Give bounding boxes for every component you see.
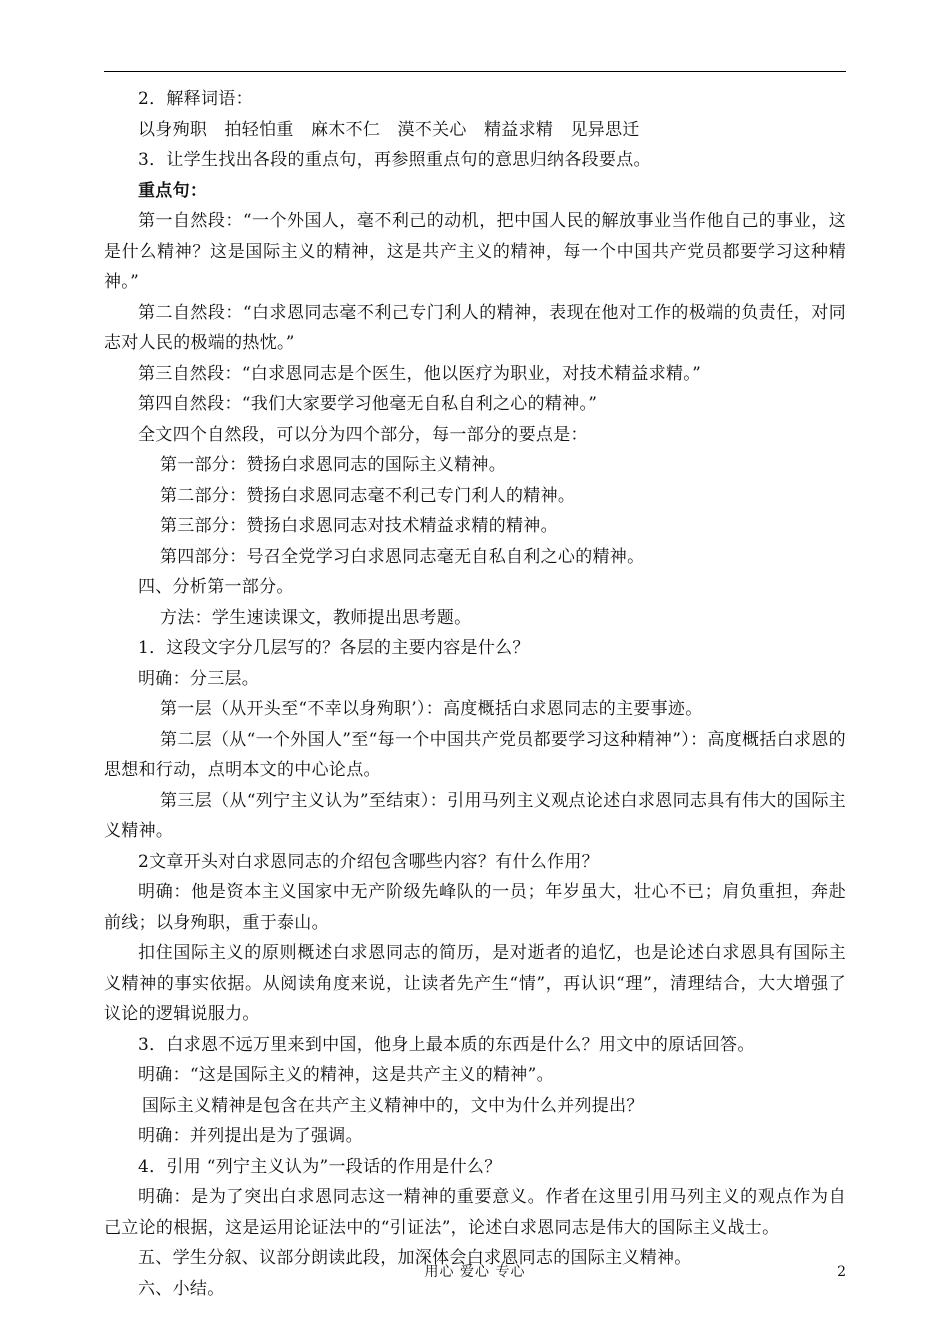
paragraph: 全文四个自然段，可以分为四个部分，每一部分的要点是： [138,424,588,445]
answer: 明确：是为了突出白求恩同志这一精神的重要意义。作者在这里引用马列主义的观点作为自己立论的根据，这是运用论证法中的“引证法”，论述白求恩同志是伟大的国际主义战士。 [104,1187,846,1238]
question: 3．白求恩不远万里来到中国，他身上最本质的东西是什么？用文中的原话回答。 [138,1034,755,1055]
paragraph-vocabulary-list: 以身殉职 拍轻怕重 麻木不仁 漠不关心 精益求精 见异思迁 [138,119,640,140]
paragraph: 第一自然段：“一个外国人，毫不利己的动机，把中国人民的解放事业当作他自己的事业，这是什么精神？这是国际主义的精神，这是共产主义的精神，每一个中国共产党员都要学习这种精神。” [104,211,846,292]
paragraph: 第四自然段：“我们大家要学习他毫无自私自利之心的精神。” [138,394,598,414]
paragraph: 方法：学生速读课文，教师提出思考题。 [160,607,472,628]
answer: 明确：“这是国际主义的精神，这是共产主义的精神”。 [138,1065,554,1085]
footer-slogan: 用心 爱心 专心 [424,1264,526,1280]
question: 2文章开头对白求恩同志的介绍包含哪些内容？有什么作用？ [138,851,599,872]
document-body [104,84,846,1304]
question: 国际主义精神是包含在共产主义精神中的，文中为什么并列提出？ [142,1095,644,1116]
answer: 明确：并列提出是为了强调。 [138,1126,363,1146]
paragraph: 2．解释词语： [138,89,253,109]
list-item: 第二层（从“一个外国人”至“每一个中国共产党员都要学习这种精神”）：高度概括白求恩的思想和行动，点明本文的中心论点。 [104,729,846,780]
page-number: 2 [837,1264,846,1280]
question: 4．引用 “列宁主义认为”一段话的作用是什么？ [138,1156,502,1177]
answer: 明确：他是资本主义国家中无产阶级先峰队的一员；年岁虽大，壮心不已；肩负重担，奔赴前线；以身殉职，重于泰山。 [104,882,846,933]
list-item: 第一层（从开头至“不幸以身殉职’）：高度概括白求恩同志的主要事迹。 [160,699,703,719]
paragraph: 扣住国际主义的原则概述白求恩同志的简历，是对逝者的追忆，也是论述白求恩具有国际主义精神的事实依据。从阅读角度来说，让读者先产生“情”，再认识“理”，清理结合，大大增强了议论的逻辑说服力。 [104,943,846,1024]
question: 1．这段文字分几层写的？各层的主要内容是什么？ [138,638,530,658]
section-heading: 六、小结。 [138,1278,225,1299]
list-item: 第三层（从“列宁主义认为”至结束）：引用马列主义观点论述白求恩同志具有伟大的国际主义精神。 [104,790,846,841]
section-heading: 五、学生分叙、议部分朗读此段，加深体会白求恩同志的国际主义精神。 [138,1248,692,1268]
paragraph: 第二自然段：“白求恩同志毫不利己专门利人的精神，表现在他对工作的极端的负责任，对同志对人民的极端的热忱。” [104,302,846,353]
section-heading: 四、分析第一部分。 [138,577,294,597]
list-item: 第三部分：赞扬白求恩同志对技术精益求精的精神。 [160,516,558,536]
section-heading: 重点句： [138,180,208,201]
paragraph: 3．让学生找出各段的重点句，再参照重点句的意思归纳各段要点。 [138,150,651,170]
list-item: 第二部分：赞扬白求恩同志毫不利己专门利人的精神。 [160,485,576,506]
paragraph: 第三自然段：“白求恩同志是个医生，他以医疗为职业，对技术精益求精。” [138,363,702,384]
list-item: 第一部分：赞扬白求恩同志的国际主义精神。 [160,455,506,475]
header-divider [104,71,846,72]
list-item: 第四部分：号召全党学习白求恩同志毫无自私自利之心的精神。 [160,546,645,567]
answer: 明确：分三层。 [138,668,260,689]
